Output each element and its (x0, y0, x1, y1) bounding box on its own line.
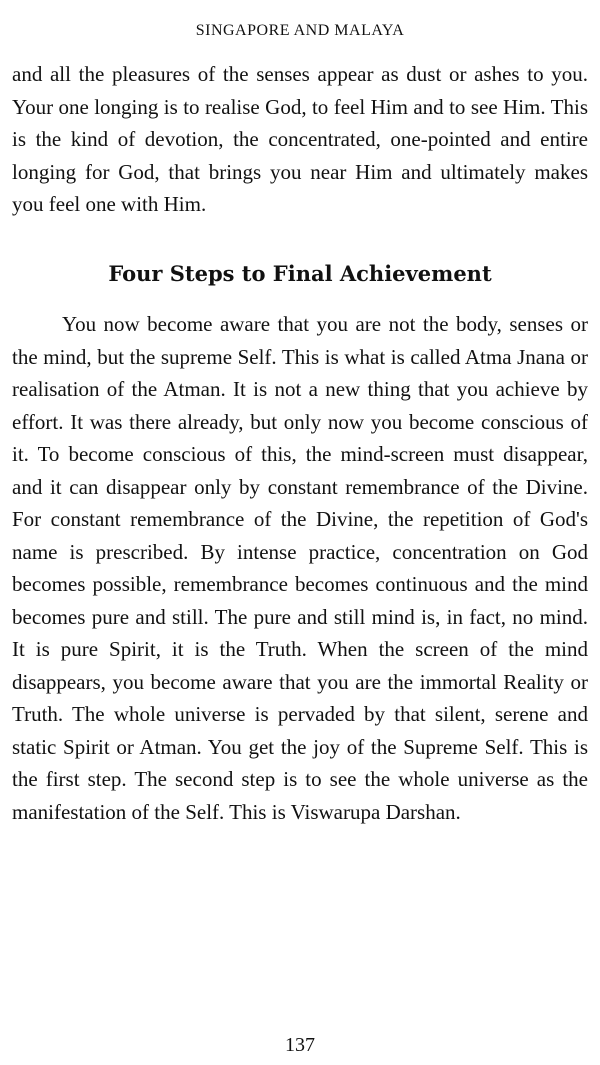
paragraph-continued: and all the pleasures of the senses appear as dust or ashes to you. Your one longing is to realise God, to feel Him and to see Him. This is the kind of devotion, the concentrated, one-pointed and entire longing for God, that brings you near Him and ultimately makes you feel one with Him. (12, 62, 588, 216)
running-head: SINGAPORE AND MALAYA (195, 22, 405, 39)
section-heading: Four Steps to Final Achievement (108, 261, 492, 286)
page-number: 137 (285, 1034, 315, 1056)
paragraph-main: You now become aware that you are not the body, senses or the mind, but the supreme Self. This is what is called Atma Jnana or realisation of the Atman. It is not a new thing that you achieve by effort. It was there already, but only now you become conscious of it. To become conscious of this, the mind-screen must disappear, and it can disappear only by constant remembrance of the Divine. For constant remembrance of the Divine, the repetition of God's name is prescribed. By intense practice, concentration on God becomes possible, remembrance becomes continuous and the mind becomes pure and still. The pure and still mind is, in fact, no mind. It is pure Spirit, it is the Truth. When the screen of the mind disappears, you become aware that you are the immortal Reality or Truth. The whole universe is pervaded by that silent, serene and static Spirit or Atman. You get the joy of the Supreme Self. This is the first step. The second step is to see the whole universe as the manifestation of the Self. This is Viswarupa Darshan. (12, 312, 588, 824)
